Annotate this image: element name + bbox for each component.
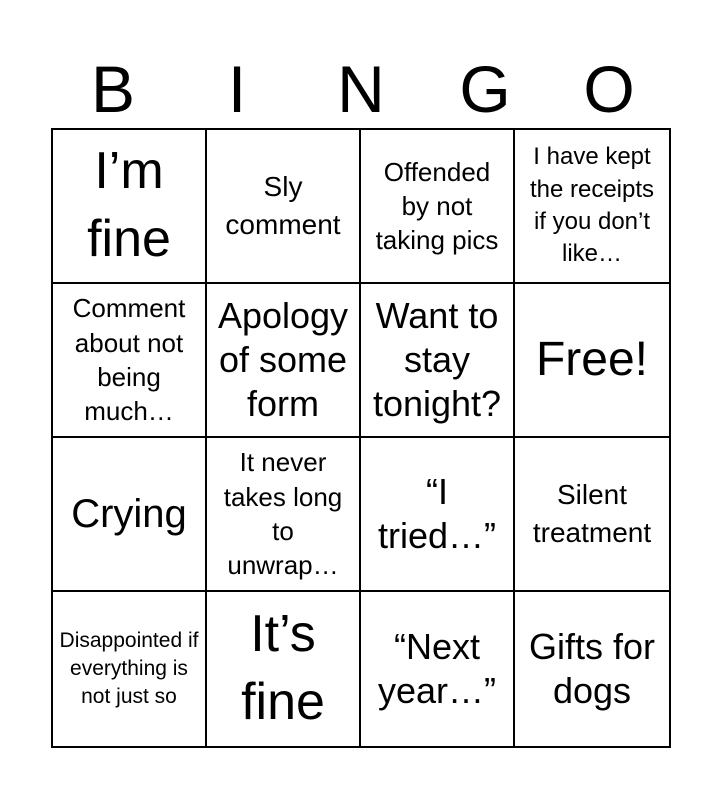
cell-text: Crying: [71, 492, 187, 536]
cell-text: Sly comment: [225, 171, 341, 240]
bingo-cell[interactable]: [515, 130, 669, 284]
cell-text: Silent treatment: [532, 479, 652, 548]
header-letter-b: B: [90, 52, 136, 126]
bingo-grid: [51, 128, 671, 748]
bingo-cell[interactable]: [53, 438, 207, 592]
header-letter-i: I: [227, 52, 247, 126]
bingo-cell[interactable]: [361, 284, 515, 438]
header-letter-g: G: [459, 52, 511, 126]
header-letter-n: N: [337, 52, 385, 126]
cell-text: “I tried…”: [377, 471, 497, 556]
bingo-cell[interactable]: [361, 438, 515, 592]
cell-text: I have kept the receipts if you don’t like…: [529, 143, 655, 268]
bingo-cell[interactable]: [515, 438, 669, 592]
bingo-cell[interactable]: [207, 130, 361, 284]
cell-text: Disappointed if everything is not just so: [59, 629, 199, 708]
bingo-cell[interactable]: [361, 130, 515, 284]
cell-text: Gifts for dogs: [528, 626, 656, 711]
bingo-cell[interactable]: [361, 592, 515, 746]
cell-text: It never takes long to unwrap…: [223, 447, 343, 581]
bingo-cell[interactable]: [53, 592, 207, 746]
header-letter-o: O: [583, 52, 635, 126]
cell-text: Offended by not taking pics: [375, 156, 499, 256]
cell-text: Comment about not being much…: [72, 293, 186, 427]
cell-text: It’s fine: [241, 605, 325, 731]
bingo-cell[interactable]: [53, 130, 207, 284]
cell-text: I’m fine: [87, 142, 171, 268]
bingo-cell[interactable]: [53, 284, 207, 438]
cell-text: Apology of some form: [217, 295, 349, 424]
cell-text: Free!: [535, 333, 649, 387]
bingo-cell[interactable]: [207, 592, 361, 746]
bingo-cell[interactable]: [207, 284, 361, 438]
bingo-cell[interactable]: [207, 438, 361, 592]
cell-text: “Next year…”: [377, 626, 497, 711]
cell-text: Want to stay tonight?: [372, 295, 502, 424]
bingo-cell[interactable]: [515, 592, 669, 746]
bingo-header: [51, 50, 671, 128]
bingo-cell[interactable]: [515, 284, 669, 438]
